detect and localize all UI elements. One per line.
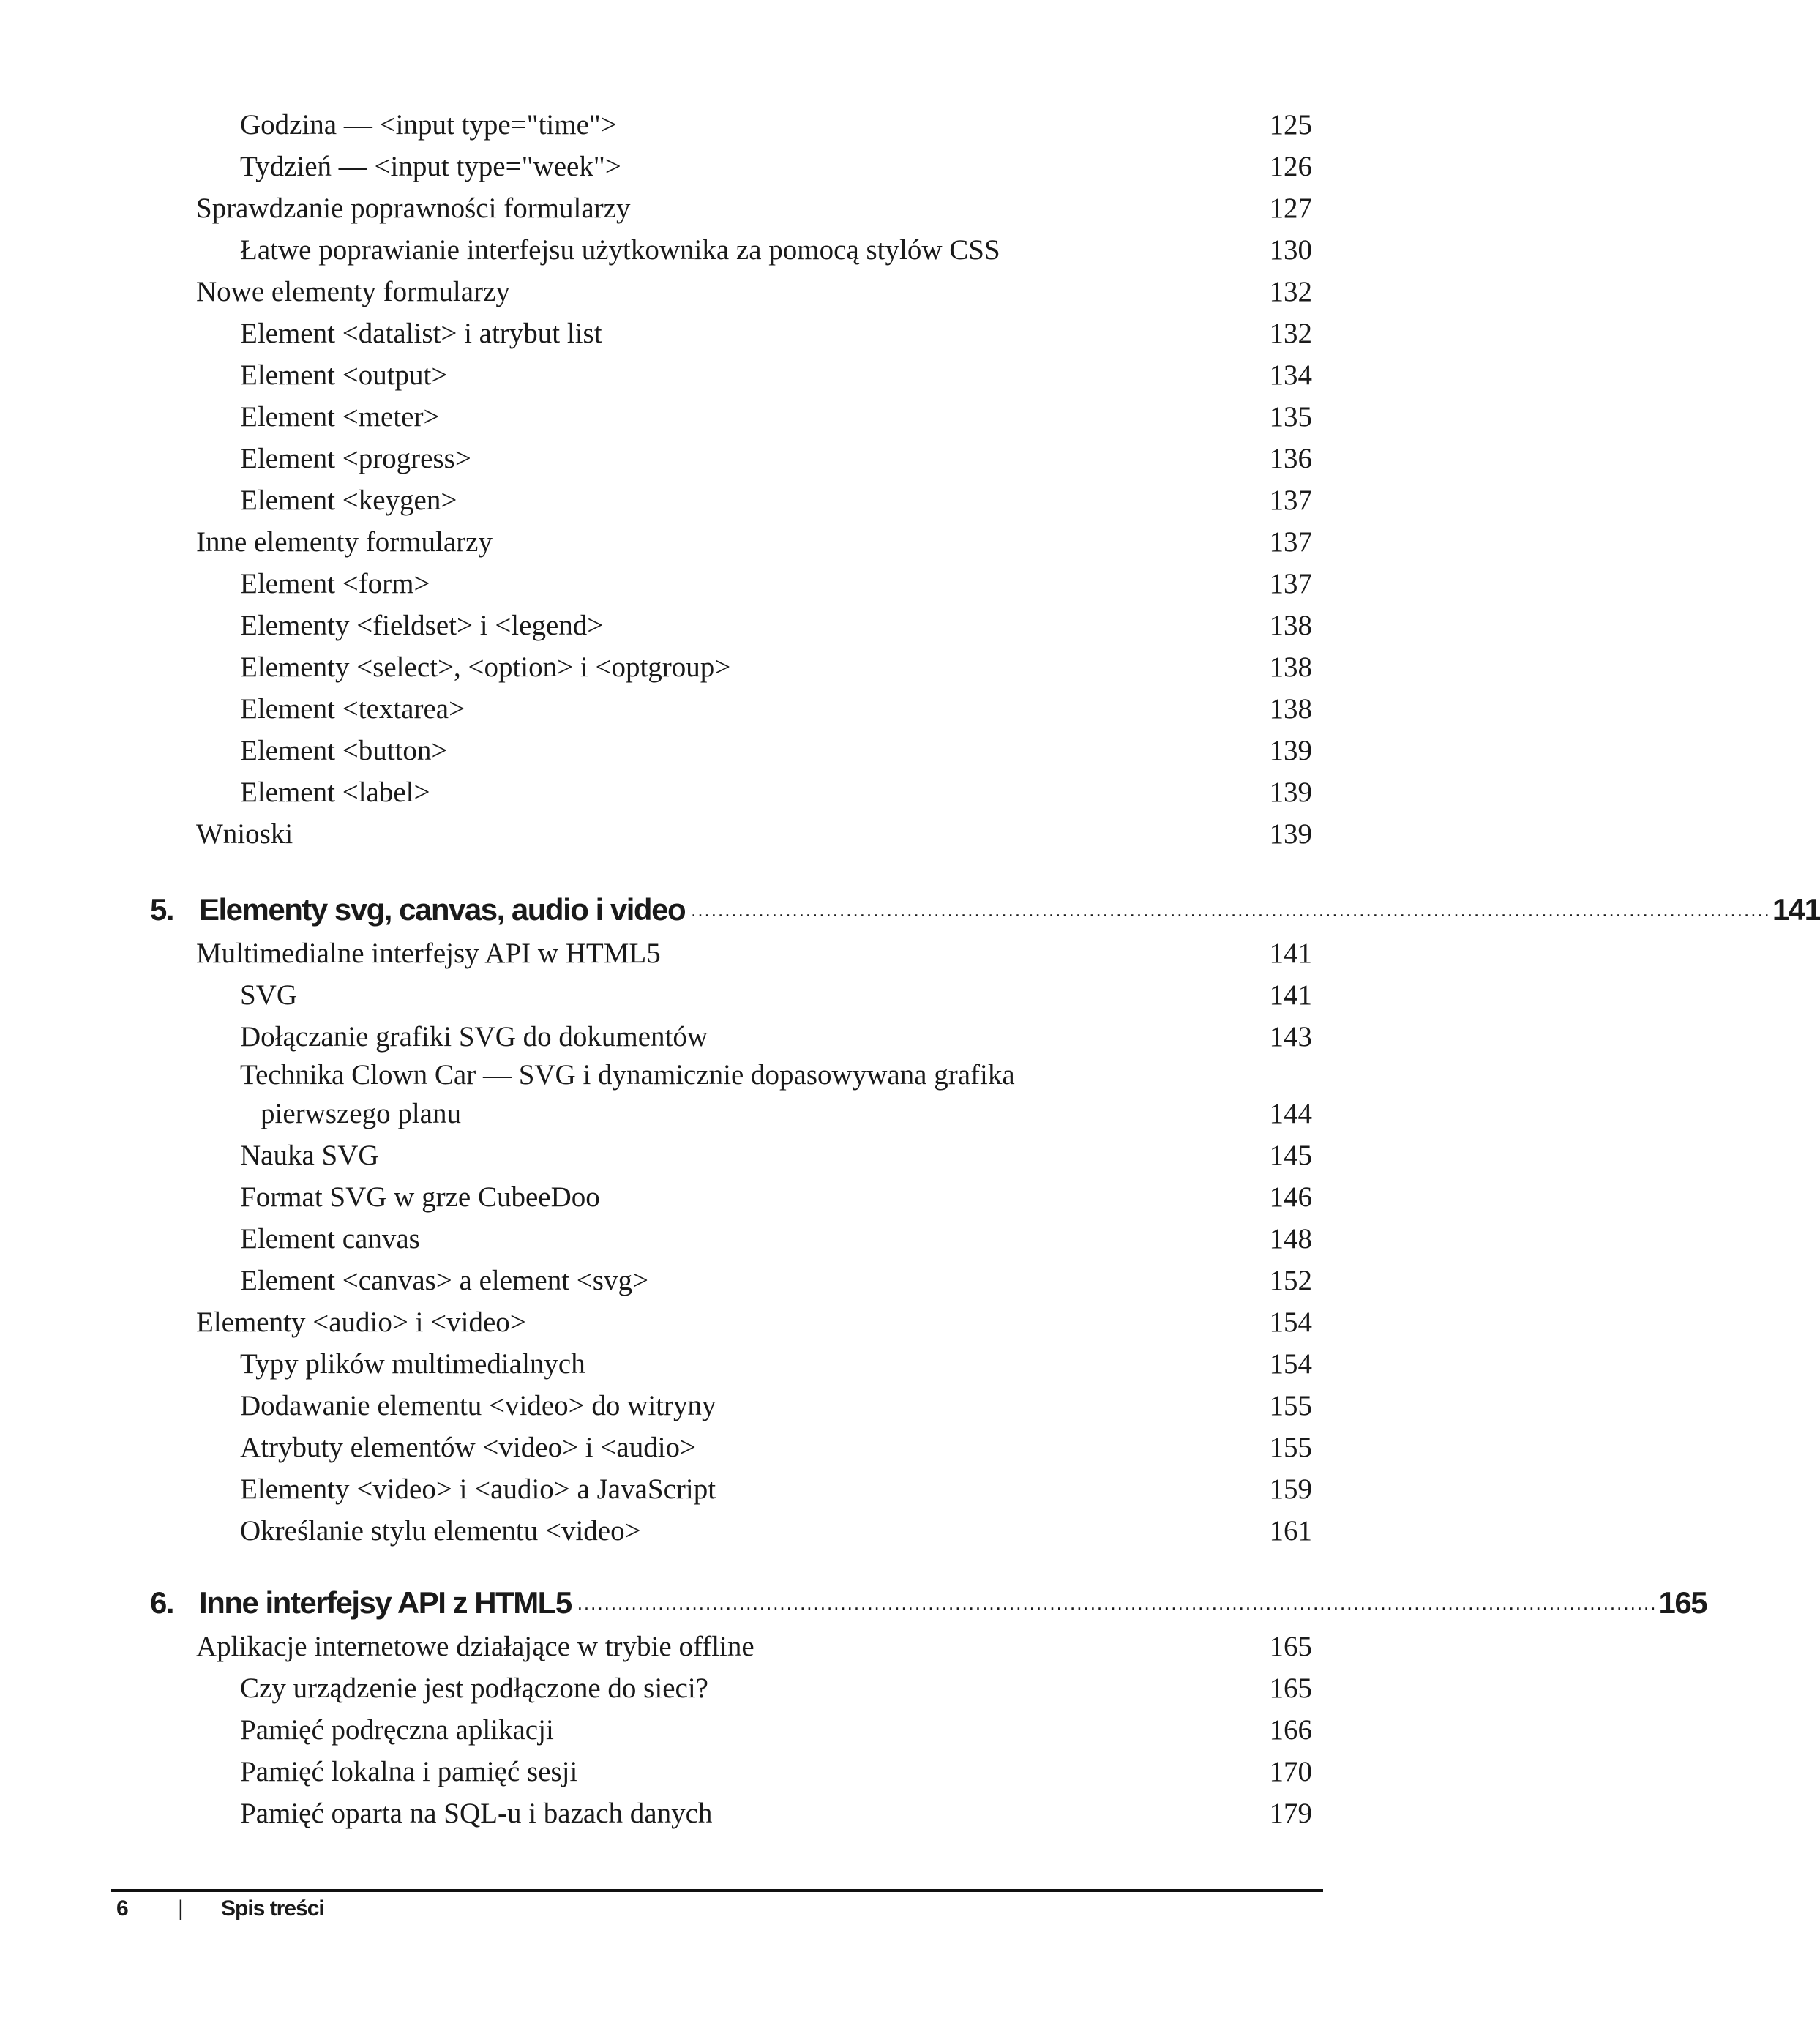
toc-entry-page: 132 [1269, 276, 1312, 307]
toc-entry-title: Łatwe poprawianie interfejsu użytkownika za pomocą stylów CSS [240, 234, 1000, 266]
toc-entry-title: Pamięć podręczna aplikacji [240, 1714, 554, 1746]
chapter-5-heading [0, 888, 1820, 932]
toc-entry-title: Element <button> [240, 735, 448, 766]
toc-entry-page: 165 [1269, 1672, 1312, 1704]
toc-entry-page: 126 [1269, 151, 1312, 182]
toc-entry [0, 813, 1351, 855]
toc-entry [0, 1093, 1351, 1135]
page-number: 6 [116, 1896, 128, 1921]
toc-entry [0, 771, 1351, 813]
toc-entry-title: Wnioski [196, 818, 293, 850]
toc-entry-page: 165 [1269, 1631, 1312, 1662]
toc-entry-page: 132 [1269, 318, 1312, 349]
dot-leader: ................................................................................................................................................................ [691, 899, 1771, 921]
toc-entry-page: 130 [1269, 234, 1312, 266]
toc-entry-title: Technika Clown Car — SVG i dynamicznie dopasowywana grafika [240, 1059, 1015, 1091]
toc-entry-title: Elementy <fieldset> i <legend> [240, 610, 604, 641]
toc-entry-page: 139 [1269, 818, 1312, 850]
running-head: Spis treści [221, 1896, 324, 1921]
toc-entry-title: Atrybuty elementów <video> i <audio> [240, 1432, 697, 1463]
toc-entry-page: 125 [1269, 109, 1312, 141]
toc-entry-title: pierwszego planu [261, 1098, 461, 1129]
toc-entry [0, 104, 1351, 146]
toc-entry-page: 135 [1269, 401, 1312, 433]
toc-entry-title: Element <meter> [240, 401, 440, 433]
toc-entry-page: 137 [1269, 485, 1312, 516]
toc-entry-page: 161 [1269, 1515, 1312, 1547]
toc-entry [0, 229, 1351, 271]
toc-entry [0, 438, 1351, 479]
toc-entry [0, 932, 1351, 974]
toc-entry-page: 154 [1269, 1348, 1312, 1380]
toc-entry-title: Typy plików multimedialnych [240, 1348, 585, 1380]
toc-entry [0, 1751, 1351, 1793]
toc-entry [0, 605, 1351, 646]
toc-entry-title: Nauka SVG [240, 1140, 379, 1171]
toc-entry [0, 974, 1351, 1016]
toc-entry [0, 1016, 1351, 1058]
toc-entry [0, 1793, 1351, 1834]
chapter-title: Inne interfejsy API z HTML5 [199, 1585, 572, 1620]
toc-entry-page: 145 [1269, 1140, 1312, 1171]
toc-entry-page: 166 [1269, 1714, 1312, 1746]
toc-entry [0, 1135, 1351, 1176]
toc-entry-title: Aplikacje internetowe działające w trybie offline [196, 1631, 754, 1662]
toc-entry-page: 138 [1269, 693, 1312, 725]
toc-entry [0, 688, 1351, 730]
toc-entry-title: Element <progress> [240, 443, 471, 474]
toc-entry [0, 1510, 1351, 1552]
toc-entry [0, 1709, 1351, 1751]
toc-entry-page: 159 [1269, 1473, 1312, 1505]
toc-entry [0, 187, 1351, 229]
toc-section-chapter-5 [0, 932, 1351, 1552]
toc-entry-title: Godzina — <input type="time"> [240, 109, 617, 141]
toc-entry [0, 146, 1351, 187]
toc-entry [0, 354, 1351, 396]
toc-entry-page: 139 [1269, 777, 1312, 808]
toc-entry [0, 521, 1351, 563]
toc-entry-title: Element <form> [240, 568, 430, 599]
footer-separator: | [178, 1896, 183, 1921]
toc-entry-title: Element <output> [240, 359, 448, 391]
toc-entry-page: 155 [1269, 1432, 1312, 1463]
toc-entry-title: Pamięć lokalna i pamięć sesji [240, 1756, 578, 1787]
toc-entry [0, 1667, 1351, 1709]
toc-entry [0, 479, 1351, 521]
toc-entry-title: Element canvas [240, 1223, 420, 1255]
toc-entry-title: Format SVG w grze CubeeDoo [240, 1181, 600, 1213]
toc-entry-title: Multimedialne interfejsy API w HTML5 [196, 938, 661, 969]
toc-entry-page: 141 [1269, 938, 1312, 969]
toc-entry [0, 1343, 1351, 1385]
toc-entry-title: Tydzień — <input type="week"> [240, 151, 621, 182]
toc-entry [0, 646, 1351, 688]
toc-entry [0, 730, 1351, 771]
toc-entry-page: 155 [1269, 1390, 1312, 1421]
toc-entry-title: Nowe elementy formularzy [196, 276, 510, 307]
toc-entry [0, 1626, 1351, 1667]
toc-entry-page: 137 [1269, 568, 1312, 599]
toc-entry-title: Określanie stylu elementu <video> [240, 1515, 641, 1547]
dot-leader: ................................................................................................................................................................ [577, 1592, 1658, 1614]
toc-entry-page: 170 [1269, 1756, 1312, 1787]
toc-entry [0, 396, 1351, 438]
toc-entry-title: Element <label> [240, 777, 430, 808]
toc-entry-title: SVG [240, 979, 298, 1011]
toc-entry-page: 137 [1269, 526, 1312, 558]
toc-entry-page: 127 [1269, 192, 1312, 224]
toc-entry-page: 143 [1269, 1021, 1312, 1053]
toc-entry-title: Pamięć oparta na SQL-u i bazach danych [240, 1798, 713, 1829]
chapter-6-heading [0, 1581, 1707, 1625]
toc-entry-title: Elementy <audio> i <video> [196, 1307, 526, 1338]
toc-entry-title: Dodawanie elementu <video> do witryny [240, 1390, 716, 1421]
toc-entry [0, 1468, 1351, 1510]
chapter-number: 5. [150, 892, 174, 927]
toc-entry [0, 1176, 1351, 1218]
toc-entry [0, 1301, 1351, 1343]
toc-entry [0, 1058, 1351, 1093]
toc-entry-page: 139 [1269, 735, 1312, 766]
toc-entry [0, 1427, 1351, 1468]
toc-entry-title: Element <textarea> [240, 693, 465, 725]
chapter-page: 141 [1772, 892, 1820, 927]
toc-entry-page: 136 [1269, 443, 1312, 474]
toc-entry-title: Inne elementy formularzy [196, 526, 493, 558]
toc-entry [0, 1260, 1351, 1301]
toc-entry-page: 179 [1269, 1798, 1312, 1829]
toc-section-forms-continued [0, 104, 1351, 855]
toc-entry [0, 313, 1351, 354]
toc-entry-title: Element <canvas> a element <svg> [240, 1265, 648, 1296]
toc-entry-page: 134 [1269, 359, 1312, 391]
toc-entry-title: Sprawdzanie poprawności formularzy [196, 192, 631, 224]
toc-entry-title: Elementy <select>, <option> i <optgroup> [240, 651, 731, 683]
toc-entry-title: Element <datalist> i atrybut list [240, 318, 602, 349]
chapter-title: Elementy svg, canvas, audio i video [199, 892, 686, 927]
toc-entry-page: 148 [1269, 1223, 1312, 1255]
toc-entry [0, 563, 1351, 605]
toc-entry [0, 1218, 1351, 1260]
toc-entry-page: 138 [1269, 610, 1312, 641]
toc-entry [0, 1385, 1351, 1427]
toc-entry-title: Dołączanie grafiki SVG do dokumentów [240, 1021, 708, 1053]
toc-entry-page: 146 [1269, 1181, 1312, 1213]
toc-entry-title: Elementy <video> i <audio> a JavaScript [240, 1473, 716, 1505]
toc-entry-page: 138 [1269, 651, 1312, 683]
chapter-page: 165 [1658, 1585, 1707, 1620]
toc-entry-page: 152 [1269, 1265, 1312, 1296]
toc-entry-page: 144 [1269, 1098, 1312, 1129]
chapter-number: 6. [150, 1585, 174, 1620]
toc-entry-title: Czy urządzenie jest podłączone do sieci? [240, 1672, 708, 1704]
footer-rule [111, 1889, 1323, 1892]
toc-entry [0, 271, 1351, 313]
toc-entry-title: Element <keygen> [240, 485, 457, 516]
toc-section-chapter-6 [0, 1626, 1351, 1834]
toc-entry-page: 154 [1269, 1307, 1312, 1338]
toc-entry-page: 141 [1269, 979, 1312, 1011]
